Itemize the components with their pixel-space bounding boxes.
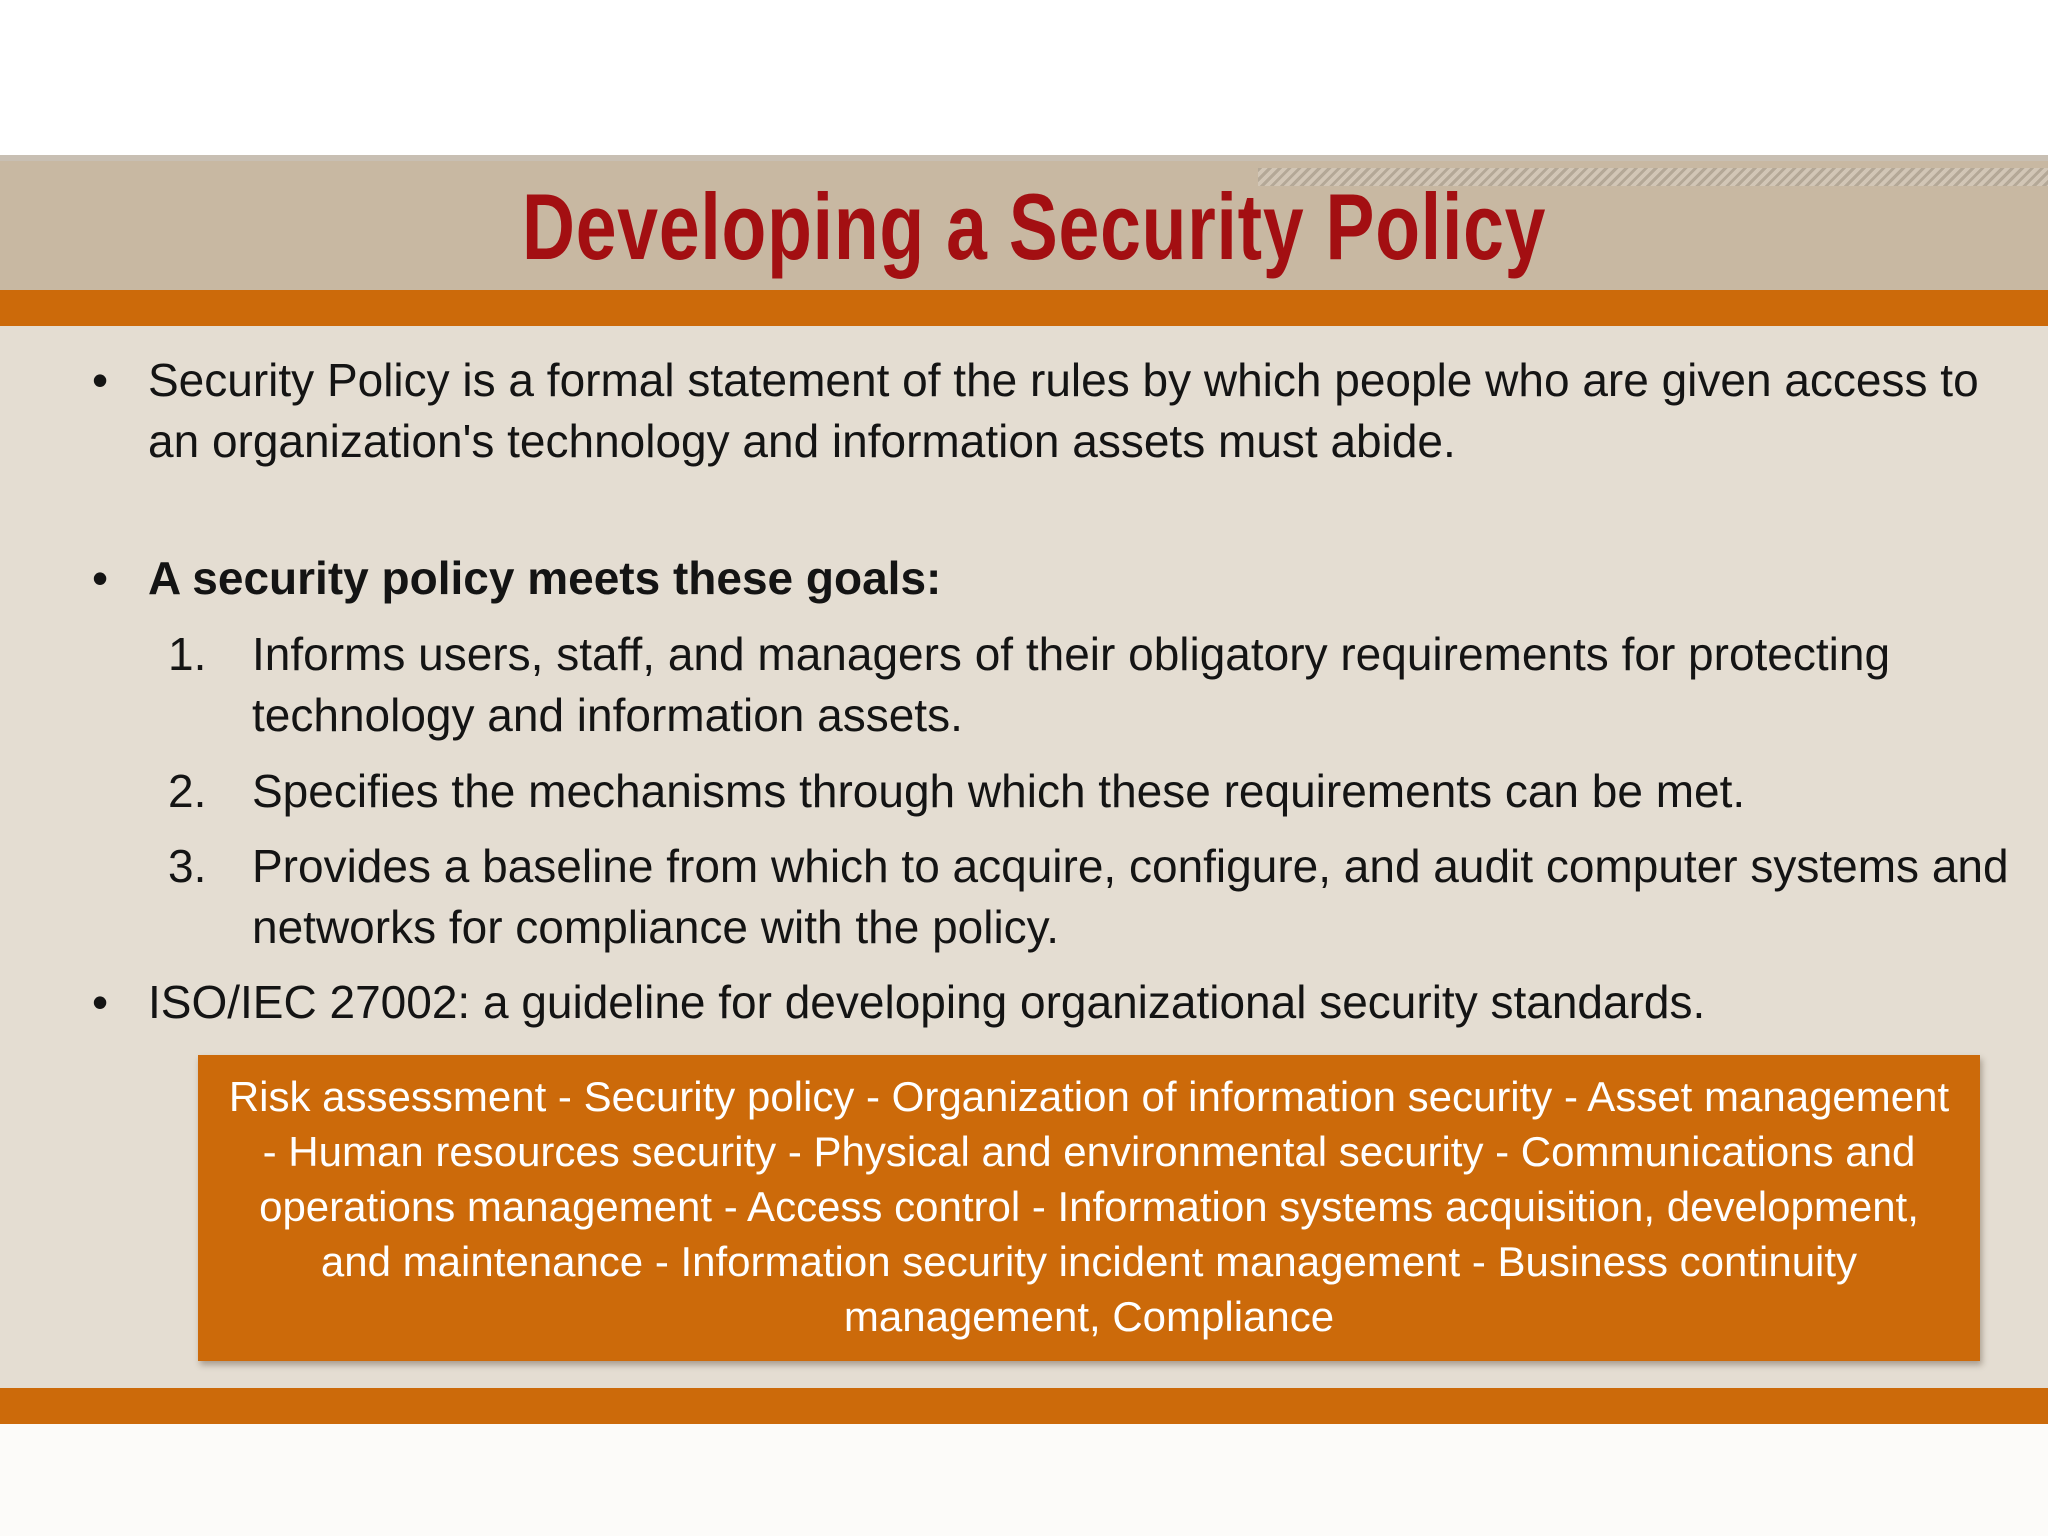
bullet-text: Security Policy is a formal statement of the rules by which people who are given access to an organization's technology and information assets must abide. — [148, 354, 1979, 467]
iso-domains-text: Risk assessment - Security policy - Organization of information security - Asset management - Human resources security - Physical and environmental security - Communications and operations management - Access control - Information systems acquisition, development, and maintenance - Information security incident management - Business continuity management, Compliance — [228, 1073, 1950, 1340]
bullet-text: ISO/IEC 27002: a guideline for developing organizational security standards. — [148, 976, 1706, 1028]
footer-area — [0, 1424, 2048, 1536]
goal-number: 1. — [168, 628, 207, 680]
bullet-marker: • — [92, 552, 109, 604]
bullet-marker: • — [92, 354, 109, 406]
slide-title: Developing a Security Policy — [522, 174, 1547, 279]
bullet-text: A security policy meets these goals: — [148, 552, 942, 604]
iso-domains-box — [198, 1055, 1980, 1361]
top-accent-bar — [0, 290, 2048, 326]
goal-number: 3. — [168, 840, 207, 892]
goal-text: Specifies the mechanisms through which these requirements can be met. — [252, 765, 1746, 817]
goal-text: Provides a baseline from which to acquire, configure, and audit computer systems and networks for compliance with the policy. — [252, 840, 2009, 953]
goal-text: Informs users, staff, and managers of their obligatory requirements for protecting technology and information assets. — [252, 628, 1891, 741]
bottom-accent-bar — [0, 1388, 2048, 1424]
bullet-marker: • — [92, 976, 109, 1028]
goal-number: 2. — [168, 765, 207, 817]
